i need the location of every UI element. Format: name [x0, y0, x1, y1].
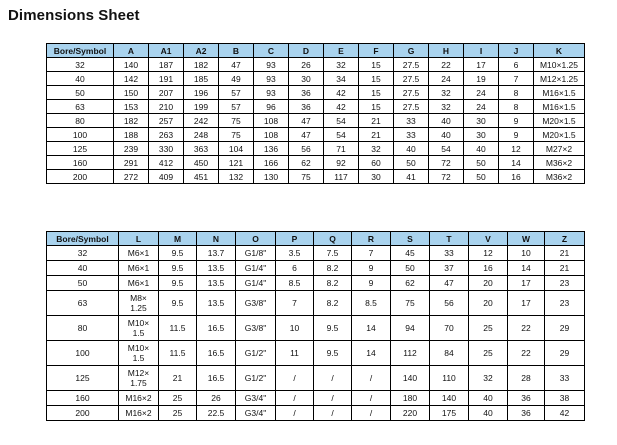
table-cell: 30 — [359, 170, 394, 184]
table-cell: M16×1.5 — [534, 100, 585, 114]
table-cell: 45 — [391, 246, 430, 261]
table-cell: 93 — [254, 72, 289, 86]
table-cell: G1/4" — [236, 261, 276, 276]
table-cell: M10×1.25 — [534, 58, 585, 72]
table-cell: 220 — [391, 406, 430, 421]
table-cell: 13.7 — [197, 246, 236, 261]
table-cell: 41 — [394, 170, 429, 184]
table-cell: 24 — [429, 72, 464, 86]
column-header: H — [429, 44, 464, 58]
table-cell: 17 — [508, 291, 545, 316]
table-cell: 180 — [391, 391, 430, 406]
table-cell: G1/2" — [236, 341, 276, 366]
table-cell: 14 — [352, 316, 391, 341]
table-cell: 94 — [391, 316, 430, 341]
column-header: S — [391, 232, 430, 246]
table-cell: 57 — [219, 100, 254, 114]
table-cell: 121 — [219, 156, 254, 170]
table-cell: 32 — [324, 58, 359, 72]
table-cell: 93 — [254, 58, 289, 72]
table-cell: 7 — [276, 291, 314, 316]
table-cell: 160 — [47, 391, 119, 406]
table-cell: 27.5 — [394, 86, 429, 100]
table-row — [47, 276, 585, 291]
table-cell: 25 — [469, 341, 508, 366]
column-header: Q — [314, 232, 352, 246]
table-cell: / — [352, 406, 391, 421]
table-cell: 291 — [114, 156, 149, 170]
table-cell: 50 — [464, 156, 499, 170]
table-cell: 84 — [430, 341, 469, 366]
table-cell: 142 — [114, 72, 149, 86]
table-cell: 100 — [47, 341, 119, 366]
table-cell: 9.5 — [159, 246, 197, 261]
table-row — [47, 128, 585, 142]
table-cell: 23 — [545, 276, 585, 291]
table-cell: 185 — [184, 72, 219, 86]
table-cell: 112 — [391, 341, 430, 366]
table-cell: 182 — [184, 58, 219, 72]
table-cell: / — [314, 406, 352, 421]
table-cell: 248 — [184, 128, 219, 142]
table-cell: 30 — [289, 72, 324, 86]
table-cell: 16.5 — [197, 341, 236, 366]
table-cell: 32 — [47, 58, 114, 72]
table-cell: 110 — [430, 366, 469, 391]
table-cell: 9.5 — [314, 316, 352, 341]
table-cell: 409 — [149, 170, 184, 184]
table-cell: 15 — [359, 58, 394, 72]
table-cell: 100 — [47, 128, 114, 142]
table-cell: 56 — [289, 142, 324, 156]
table-cell: 40 — [469, 391, 508, 406]
table-cell: 140 — [430, 391, 469, 406]
table-cell: 200 — [47, 170, 114, 184]
table-cell: 9 — [352, 261, 391, 276]
table-cell: 117 — [324, 170, 359, 184]
table-cell: 27.5 — [394, 100, 429, 114]
table-row — [47, 100, 585, 114]
table-cell: 19 — [464, 72, 499, 86]
table-cell: 14 — [508, 261, 545, 276]
table-cell: 13.5 — [197, 291, 236, 316]
table-row — [47, 142, 585, 156]
table-cell: G3/4" — [236, 406, 276, 421]
table-cell: 40 — [394, 142, 429, 156]
table-cell: 8 — [499, 100, 534, 114]
table-cell: 9.5 — [159, 276, 197, 291]
table-cell: 47 — [430, 276, 469, 291]
column-header: A1 — [149, 44, 184, 58]
table-cell: 40 — [47, 261, 119, 276]
table-cell: 32 — [47, 246, 119, 261]
table-cell: 33 — [394, 128, 429, 142]
table-cell: M16×2 — [119, 391, 159, 406]
table-cell: 9.5 — [314, 341, 352, 366]
column-header: D — [289, 44, 324, 58]
table-cell: 10 — [508, 246, 545, 261]
table-row — [47, 406, 585, 421]
table-cell: 40 — [47, 72, 114, 86]
column-header: L — [119, 232, 159, 246]
table-cell: M20×1.5 — [534, 114, 585, 128]
table-row — [47, 72, 585, 86]
table-cell: 62 — [289, 156, 324, 170]
table-cell: 29 — [545, 316, 585, 341]
column-header: F — [359, 44, 394, 58]
table-cell: 93 — [254, 86, 289, 100]
table-cell: 50 — [391, 261, 430, 276]
table-cell: 32 — [429, 100, 464, 114]
table-cell: 42 — [324, 86, 359, 100]
table-cell: 80 — [47, 316, 119, 341]
table-cell: 96 — [254, 100, 289, 114]
column-header: J — [499, 44, 534, 58]
column-header: P — [276, 232, 314, 246]
table-cell: 15 — [359, 72, 394, 86]
table-cell: 40 — [429, 128, 464, 142]
table-cell: 8 — [499, 86, 534, 100]
table-cell: 11 — [276, 341, 314, 366]
table-cell: 451 — [184, 170, 219, 184]
table-cell: 14 — [352, 341, 391, 366]
table-cell: 6 — [276, 261, 314, 276]
table-row — [47, 58, 585, 72]
table-cell: 47 — [219, 58, 254, 72]
table-cell: 22 — [508, 316, 545, 341]
column-header: M — [159, 232, 197, 246]
table-cell: G1/4" — [236, 276, 276, 291]
table-cell: M10× 1.5 — [119, 341, 159, 366]
table-cell: 136 — [254, 142, 289, 156]
table-cell: 20 — [469, 276, 508, 291]
table-cell: 175 — [430, 406, 469, 421]
table-cell: 32 — [429, 86, 464, 100]
table-cell: 108 — [254, 114, 289, 128]
table-cell: 26 — [289, 58, 324, 72]
table-cell: 75 — [219, 114, 254, 128]
table-cell: 12 — [499, 142, 534, 156]
table-cell: 8.5 — [352, 291, 391, 316]
table-cell: 25 — [159, 406, 197, 421]
table-cell: 7 — [352, 246, 391, 261]
column-header: B — [219, 44, 254, 58]
table-cell: 9 — [499, 114, 534, 128]
table-cell: G1/2" — [236, 366, 276, 391]
table-cell: 8.2 — [314, 291, 352, 316]
table-header-row — [47, 232, 585, 246]
table-cell: 20 — [469, 291, 508, 316]
table-cell: 25 — [159, 391, 197, 406]
table-cell: 25 — [469, 316, 508, 341]
table-cell: 22 — [508, 341, 545, 366]
table-cell: M6×1 — [119, 261, 159, 276]
table-cell: 72 — [429, 170, 464, 184]
table-cell: 54 — [429, 142, 464, 156]
table-cell: 16.5 — [197, 316, 236, 341]
table-cell: 242 — [184, 114, 219, 128]
table-cell: 50 — [394, 156, 429, 170]
table-cell: 104 — [219, 142, 254, 156]
table-cell: 330 — [149, 142, 184, 156]
table-cell: G3/4" — [236, 391, 276, 406]
table-cell: 3.5 — [276, 246, 314, 261]
table-cell: 33 — [545, 366, 585, 391]
table-cell: 16 — [469, 261, 508, 276]
table-cell: 21 — [545, 261, 585, 276]
table-cell: 42 — [545, 406, 585, 421]
table-cell: 272 — [114, 170, 149, 184]
column-header: C — [254, 44, 289, 58]
table-cell: 34 — [324, 72, 359, 86]
column-header: R — [352, 232, 391, 246]
table-cell: 30 — [464, 114, 499, 128]
table-cell: 62 — [391, 276, 430, 291]
table-cell: M6×1 — [119, 246, 159, 261]
table-cell: 63 — [47, 291, 119, 316]
table-cell: 42 — [324, 100, 359, 114]
table-cell: 140 — [391, 366, 430, 391]
table-cell: 33 — [394, 114, 429, 128]
table-cell: 11.5 — [159, 316, 197, 341]
table-cell: 132 — [219, 170, 254, 184]
table-cell: 21 — [545, 246, 585, 261]
table-cell: 9 — [352, 276, 391, 291]
table-cell: 15 — [359, 100, 394, 114]
column-header: Bore/Symbol — [47, 232, 119, 246]
table-row — [47, 391, 585, 406]
table-cell: M36×2 — [534, 170, 585, 184]
table-cell: M36×2 — [534, 156, 585, 170]
table-cell: 71 — [324, 142, 359, 156]
table-cell: M20×1.5 — [534, 128, 585, 142]
table-cell: 50 — [47, 86, 114, 100]
table-cell: 8.5 — [276, 276, 314, 291]
table-cell: 22.5 — [197, 406, 236, 421]
table-cell: 239 — [114, 142, 149, 156]
table-cell: / — [314, 391, 352, 406]
table-cell: 16.5 — [197, 366, 236, 391]
table-cell: 50 — [464, 170, 499, 184]
table-cell: M16×1.5 — [534, 86, 585, 100]
column-header: T — [430, 232, 469, 246]
table-cell: 49 — [219, 72, 254, 86]
table-cell: 10 — [276, 316, 314, 341]
table-cell: 11.5 — [159, 341, 197, 366]
table-cell: M27×2 — [534, 142, 585, 156]
column-header: Z — [545, 232, 585, 246]
table-cell: 7.5 — [314, 246, 352, 261]
table-cell: 188 — [114, 128, 149, 142]
table-cell: 70 — [430, 316, 469, 341]
table-cell: / — [352, 366, 391, 391]
table-row — [47, 316, 585, 341]
table-cell: G3/8" — [236, 291, 276, 316]
table-cell: 27.5 — [394, 72, 429, 86]
dimensions-table-2 — [46, 231, 585, 421]
table-cell: 257 — [149, 114, 184, 128]
table-cell: 263 — [149, 128, 184, 142]
table-cell: / — [276, 406, 314, 421]
table-cell: 21 — [359, 128, 394, 142]
table-cell: 108 — [254, 128, 289, 142]
table-cell: G1/8" — [236, 246, 276, 261]
table-cell: M12×1.25 — [534, 72, 585, 86]
column-header: A — [114, 44, 149, 58]
table-cell: 33 — [430, 246, 469, 261]
table-cell: 36 — [508, 406, 545, 421]
table-cell: 196 — [184, 86, 219, 100]
table-cell: 26 — [197, 391, 236, 406]
column-header: E — [324, 44, 359, 58]
table-cell: M10× 1.5 — [119, 316, 159, 341]
table-cell: 72 — [429, 156, 464, 170]
table-cell: M12× 1.75 — [119, 366, 159, 391]
table-cell: 130 — [254, 170, 289, 184]
table-cell: 21 — [159, 366, 197, 391]
table-cell: 50 — [47, 276, 119, 291]
table-cell: M6×1 — [119, 276, 159, 291]
table-row — [47, 366, 585, 391]
table-cell: 140 — [114, 58, 149, 72]
table-cell: 47 — [289, 114, 324, 128]
table-cell: 166 — [254, 156, 289, 170]
table-cell: 8.2 — [314, 261, 352, 276]
table-cell: 75 — [219, 128, 254, 142]
table-cell: 363 — [184, 142, 219, 156]
table-cell: 38 — [545, 391, 585, 406]
table-row — [47, 261, 585, 276]
table-cell: 32 — [359, 142, 394, 156]
table-cell: 13.5 — [197, 261, 236, 276]
page-title: Dimensions Sheet — [8, 7, 140, 24]
table-cell: 40 — [429, 114, 464, 128]
table-cell: 36 — [508, 391, 545, 406]
table-cell: 30 — [464, 128, 499, 142]
table-cell: 23 — [545, 291, 585, 316]
table-cell: 21 — [359, 114, 394, 128]
table-cell: 15 — [359, 86, 394, 100]
table-cell: 54 — [324, 114, 359, 128]
table-cell: 27.5 — [394, 58, 429, 72]
table-cell: 24 — [464, 100, 499, 114]
table-cell: 36 — [289, 86, 324, 100]
table-row — [47, 114, 585, 128]
table-cell: / — [314, 366, 352, 391]
table-cell: G3/8" — [236, 316, 276, 341]
table-cell: 200 — [47, 406, 119, 421]
table-cell: 13.5 — [197, 276, 236, 291]
table-cell: 8.2 — [314, 276, 352, 291]
table-row — [47, 170, 585, 184]
table-cell: M16×2 — [119, 406, 159, 421]
table-cell: 7 — [499, 72, 534, 86]
table-cell: 412 — [149, 156, 184, 170]
table-cell: 191 — [149, 72, 184, 86]
dimensions-table-1 — [46, 43, 585, 184]
table-cell: 450 — [184, 156, 219, 170]
table-cell: 9.5 — [159, 261, 197, 276]
table-cell: 12 — [469, 246, 508, 261]
table-cell: 182 — [114, 114, 149, 128]
table-cell: 57 — [219, 86, 254, 100]
table-cell: 54 — [324, 128, 359, 142]
table-cell: 60 — [359, 156, 394, 170]
table-cell: 16 — [499, 170, 534, 184]
table-cell: 17 — [508, 276, 545, 291]
table-cell: 153 — [114, 100, 149, 114]
table-row — [47, 156, 585, 170]
column-header: Bore/Symbol — [47, 44, 114, 58]
table-cell: 199 — [184, 100, 219, 114]
column-header: N — [197, 232, 236, 246]
table-cell: 6 — [499, 58, 534, 72]
table-cell: 22 — [429, 58, 464, 72]
column-header: K — [534, 44, 585, 58]
table-header-row — [47, 44, 585, 58]
table-cell: / — [276, 366, 314, 391]
column-header: A2 — [184, 44, 219, 58]
table-cell: 125 — [47, 142, 114, 156]
table-cell: 63 — [47, 100, 114, 114]
table-cell: 14 — [499, 156, 534, 170]
table-row — [47, 246, 585, 261]
column-header: I — [464, 44, 499, 58]
table-cell: 17 — [464, 58, 499, 72]
table-row — [47, 291, 585, 316]
table-cell: 75 — [391, 291, 430, 316]
table-cell: / — [276, 391, 314, 406]
table-cell: 75 — [289, 170, 324, 184]
table-cell: / — [352, 391, 391, 406]
table-row — [47, 341, 585, 366]
table-cell: 92 — [324, 156, 359, 170]
table-cell: 9.5 — [159, 291, 197, 316]
column-header: G — [394, 44, 429, 58]
table-cell: 40 — [464, 142, 499, 156]
table-cell: 36 — [289, 100, 324, 114]
table-row — [47, 86, 585, 100]
column-header: W — [508, 232, 545, 246]
table-cell: 9 — [499, 128, 534, 142]
table-cell: 28 — [508, 366, 545, 391]
column-header: O — [236, 232, 276, 246]
table-cell: 160 — [47, 156, 114, 170]
table-cell: 32 — [469, 366, 508, 391]
table-cell: 80 — [47, 114, 114, 128]
table-cell: 37 — [430, 261, 469, 276]
table-cell: 24 — [464, 86, 499, 100]
table-cell: 47 — [289, 128, 324, 142]
table-cell: 210 — [149, 100, 184, 114]
table-cell: 40 — [469, 406, 508, 421]
table-cell: M8× 1.25 — [119, 291, 159, 316]
table-cell: 56 — [430, 291, 469, 316]
table-cell: 125 — [47, 366, 119, 391]
table-cell: 29 — [545, 341, 585, 366]
table-cell: 207 — [149, 86, 184, 100]
column-header: V — [469, 232, 508, 246]
table-cell: 150 — [114, 86, 149, 100]
table-cell: 187 — [149, 58, 184, 72]
